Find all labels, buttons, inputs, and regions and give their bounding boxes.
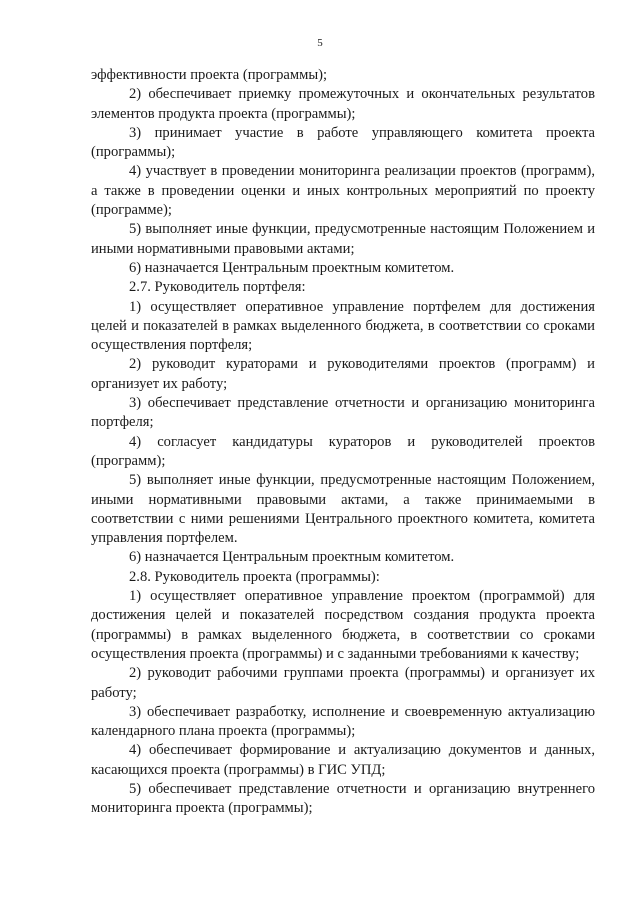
page-number: 5 bbox=[317, 37, 323, 49]
paragraph: 5) выполняет иные функции, предусмотренные настоящим Положением, иными нормативными правовыми актами, а также принимаемыми в соответствии с ними решениями Центрального проектного комитета, комитета управления портфелем. bbox=[91, 472, 595, 547]
paragraph: 4) участвует в проведении мониторинга реализации проектов (программ), а также в проведении оценки и иных контрольных мероприятий по проекту (программе); bbox=[91, 163, 595, 219]
paragraph: 1) осуществляет оперативное управление портфелем для достижения целей и показателей в рамках выделенного бюджета, в соответствии со сроками осуществления портфеля; bbox=[91, 298, 595, 354]
paragraph: 5) обеспечивает представление отчетности и организацию внутреннего мониторинга проекта (программы); bbox=[91, 780, 595, 817]
paragraph: 4) обеспечивает формирование и актуализацию документов и данных, касающихся проекта (программы) в ГИС УПД; bbox=[91, 742, 595, 778]
section-heading: 2.7. Руководитель портфеля: bbox=[129, 279, 306, 296]
paragraph: 4) согласует кандидатуры кураторов и руководителей проектов (программ); bbox=[91, 433, 595, 469]
paragraph: 2) руководит кураторами и руководителями проектов (программ) и организует их работу; bbox=[91, 356, 595, 392]
paragraph: 5) выполняет иные функции, предусмотренные настоящим Положением и иными нормативными правовыми актами; bbox=[91, 221, 595, 257]
section-heading: 2.8. Руководитель проекта (программы): bbox=[129, 568, 380, 585]
paragraph: 6) назначается Центральным проектным комитетом. bbox=[129, 549, 455, 566]
paragraph: 6) назначается Центральным проектным комитетом. bbox=[129, 259, 455, 276]
paragraph-continuation: эффективности проекта (программы); bbox=[91, 67, 328, 83]
paragraph: 3) обеспечивает разработку, исполнение и своевременную актуализацию календарного плана проекта (программы); bbox=[91, 703, 595, 740]
paragraph: 3) обеспечивает представление отчетности и организацию мониторинга портфеля; bbox=[91, 395, 595, 431]
paragraph: 3) принимает участие в работе управляющего комитета проекта (программы); bbox=[91, 124, 595, 161]
paragraph: 2) руководит рабочими группами проекта (программы) и организует их работу; bbox=[91, 665, 595, 701]
document-body bbox=[91, 66, 595, 819]
paragraph: 2) обеспечивает приемку промежуточных и окончательных результатов элементов продукта проекта (программы); bbox=[91, 86, 595, 122]
paragraph: 1) осуществляет оперативное управление проектом (программой) для достижения целей и показателей посредством создания продукта проекта (программы) в рамках выделенного бюджета, в соответствии со сроками осуществления проекта (программы) и с заданными требованиями к качеству; bbox=[91, 588, 595, 662]
